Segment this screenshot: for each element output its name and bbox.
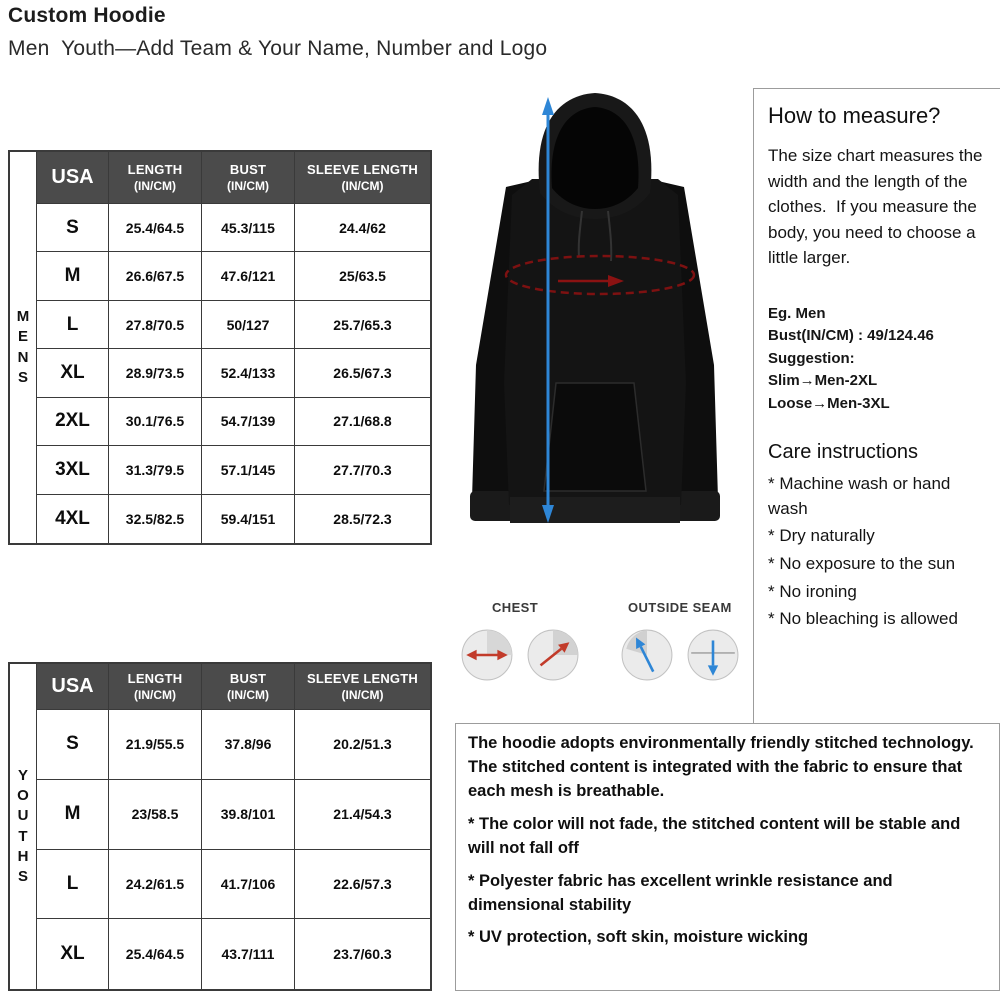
- bust-cell: 59.4/151: [202, 495, 295, 543]
- measure-body: The size chart measures the width and the length of the clothes. If you measure the body, you need to choose a little larger.: [768, 146, 988, 267]
- bust-cell: 57.1/145: [202, 446, 295, 494]
- sleeve-cell: 23.7/60.3: [295, 919, 430, 989]
- table-row: [37, 204, 430, 252]
- youths-side-label: [10, 664, 37, 989]
- care-item: * Machine wash or hand wash: [768, 474, 951, 518]
- length-cell: 31.3/79.5: [109, 446, 202, 494]
- sleeve-cell: 25/63.5: [295, 252, 430, 300]
- mens-size-table: [8, 150, 432, 545]
- bust-cell: 39.8/101: [202, 780, 295, 850]
- size-cell: XL: [37, 349, 109, 397]
- page-subtitle: Men Youth—Add Team & Your Name, Number and Logo: [8, 37, 548, 60]
- size-cell: S: [37, 710, 109, 780]
- mens-col-usa-label: USA: [51, 166, 94, 188]
- table-row: [37, 252, 430, 300]
- table-row: [37, 919, 430, 989]
- youths-col-sleeve: SLEEVE LENGTH (IN/CM): [295, 664, 430, 710]
- table-row: [37, 850, 430, 920]
- bust-cell: 41.7/106: [202, 850, 295, 920]
- mens-table-header: [37, 152, 430, 204]
- size-cell: L: [37, 301, 109, 349]
- length-cell: 26.6/67.5: [109, 252, 202, 300]
- care-item: * No ironing: [768, 581, 857, 601]
- length-cell: 21.9/55.5: [109, 710, 202, 780]
- size-cell: XL: [37, 919, 109, 989]
- table-row: [37, 495, 430, 543]
- size-cell: 3XL: [37, 446, 109, 494]
- youths-col-length: LENGTH (IN/CM): [109, 664, 202, 710]
- table-row: [37, 398, 430, 446]
- chest-width-icon: [460, 628, 514, 682]
- mens-col-sleeve: SLEEVE LENGTH (IN/CM): [295, 152, 430, 204]
- bust-cell: 47.6/121: [202, 252, 295, 300]
- chest-label: CHEST: [492, 600, 539, 615]
- sleeve-cell: 20.2/51.3: [295, 710, 430, 780]
- size-cell: 4XL: [37, 495, 109, 543]
- product-description-box: [455, 723, 1000, 991]
- care-title: Care instructions: [768, 441, 919, 463]
- sleeve-cell: 27.1/68.8: [295, 398, 430, 446]
- size-cell: S: [37, 204, 109, 252]
- size-cell: L: [37, 850, 109, 920]
- example-line: Eg. Men: [768, 304, 826, 322]
- bust-cell: 52.4/133: [202, 349, 295, 397]
- care-item: * No exposure to the sun: [768, 553, 956, 573]
- length-cell: 25.4/64.5: [109, 919, 202, 989]
- care-item: * No bleaching is allowed: [768, 609, 958, 629]
- sleeve-cell: 25.7/65.3: [295, 301, 430, 349]
- example-line: Slim→Men-2XL: [768, 372, 878, 389]
- measure-title: How to measure?: [768, 103, 941, 128]
- size-cell: M: [37, 780, 109, 850]
- length-cell: 23/58.5: [109, 780, 202, 850]
- length-cell: 27.8/70.5: [109, 301, 202, 349]
- outside-seam-label: OUTSIDE SEAM: [628, 600, 732, 615]
- size-cell: 2XL: [37, 398, 109, 446]
- hoodie-illustration: [440, 82, 752, 594]
- sleeve-cell: 28.5/72.3: [295, 495, 430, 543]
- table-row: [37, 710, 430, 780]
- mens-col-length: LENGTH (IN/CM): [109, 152, 202, 204]
- youths-table-header: [37, 664, 430, 710]
- how-to-measure-panel: [753, 88, 1000, 723]
- bust-cell: 43.7/111: [202, 919, 295, 989]
- description-bullet: * The color will not fade, the stitched content will be stable and will not fall off: [468, 814, 961, 857]
- sleeve-cell: 21.4/54.3: [295, 780, 430, 850]
- description-bullet: * UV protection, soft skin, moisture wicking: [468, 928, 809, 947]
- page-title: Custom Hoodie: [8, 4, 166, 27]
- measure-example: [768, 303, 992, 416]
- care-list: [768, 472, 992, 632]
- seam-down-icon: [686, 628, 740, 682]
- youths-col-bust: BUST (IN/CM): [202, 664, 295, 710]
- mens-table-grid: [37, 152, 430, 543]
- length-cell: 32.5/82.5: [109, 495, 202, 543]
- length-cell: 30.1/76.5: [109, 398, 202, 446]
- care-item: * Dry naturally: [768, 526, 875, 546]
- seam-up-icon: [620, 628, 674, 682]
- sleeve-cell: 27.7/70.3: [295, 446, 430, 494]
- mens-col-usa: [37, 152, 109, 204]
- length-cell: 24.2/61.5: [109, 850, 202, 920]
- description-intro: The hoodie adopts environmentally friendly stitched technology. The stitched content is integrated with the fabric to ensure that each mesh is breathable.: [468, 734, 974, 800]
- youths-size-table: [8, 662, 432, 991]
- length-cell: 25.4/64.5: [109, 204, 202, 252]
- mens-side-label: [10, 152, 37, 543]
- example-line: Loose→Men-3XL: [768, 394, 890, 412]
- description-bullet: * Polyester fabric has excellent wrinkle resistance and dimensional stability: [468, 871, 893, 914]
- chest-fold-icon: [526, 628, 580, 682]
- table-row: [37, 780, 430, 850]
- table-row: [37, 446, 430, 494]
- youths-table-grid: [37, 664, 430, 989]
- sleeve-cell: 26.5/67.3: [295, 349, 430, 397]
- length-cell: 28.9/73.5: [109, 349, 202, 397]
- table-row: [37, 301, 430, 349]
- bust-cell: 54.7/139: [202, 398, 295, 446]
- youths-side-label-text: YOUTHS: [17, 766, 29, 885]
- bust-cell: 45.3/115: [202, 204, 295, 252]
- bust-cell: 50/127: [202, 301, 295, 349]
- size-cell: M: [37, 252, 109, 300]
- sleeve-cell: 22.6/57.3: [295, 850, 430, 920]
- bust-cell: 37.8/96: [202, 710, 295, 780]
- sleeve-cell: 24.4/62: [295, 204, 430, 252]
- table-row: [37, 349, 430, 397]
- example-line: Suggestion:: [768, 349, 855, 367]
- hoodie-product-image: [440, 82, 752, 594]
- mens-col-bust: BUST (IN/CM): [202, 152, 295, 204]
- youths-col-usa: USA: [37, 664, 109, 710]
- example-line: Bust(IN/CM) : 49/124.46: [768, 327, 934, 344]
- mens-side-label-text: MENS: [16, 308, 30, 386]
